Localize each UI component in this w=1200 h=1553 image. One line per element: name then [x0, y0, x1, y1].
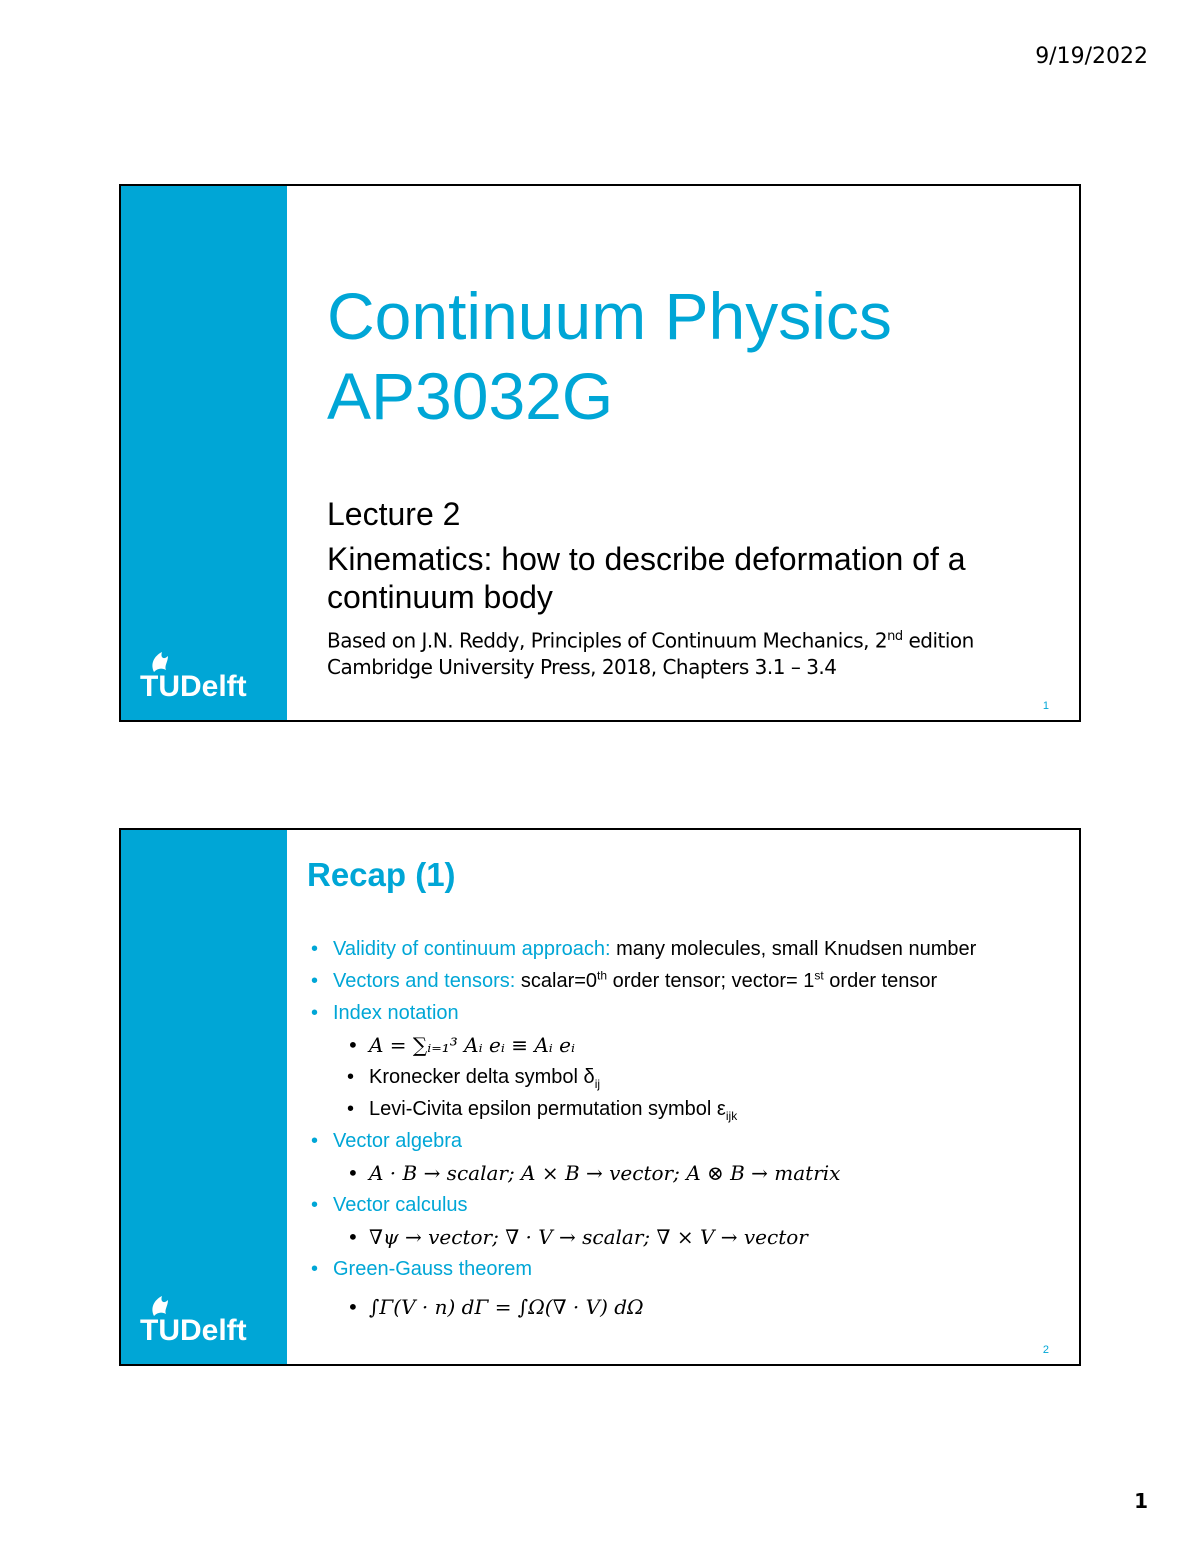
list-item: • Index notation — [307, 997, 1067, 1029]
sub-list-item: • A · B → scalar; A × B → vector; A ⊗ B → matrix — [307, 1157, 1067, 1189]
reference-line-1: Based on J.N. Reddy, Principles of Continuum Mechanics, 2nd edition — [327, 628, 974, 653]
list-item: • Vector algebra — [307, 1125, 1067, 1157]
tudelft-logo — [140, 1290, 268, 1346]
list-item: • Vectors and tensors: scalar=0th order tensor; vector= 1st order tensor — [307, 965, 1067, 997]
title-line-2: AP3032G — [327, 359, 614, 433]
list-item: • Validity of continuum approach: many molecules, small Knudsen number — [307, 933, 1067, 965]
slide-title — [327, 276, 892, 436]
sub-list-item: • A = ∑ᵢ₌₁³ Aᵢ eᵢ ≡ Aᵢ eᵢ — [307, 1029, 1067, 1061]
reference-line-2: Cambridge University Press, 2018, Chapters 3.1 – 3.4 — [327, 654, 837, 679]
slide-number: 1 — [1042, 700, 1049, 712]
lecture-number: Lecture 2 — [327, 496, 461, 532]
logo-text: TUDelft — [140, 670, 247, 702]
page-number: 1 — [1134, 1489, 1148, 1513]
flame-icon — [152, 1296, 168, 1316]
lecture-subtitle: Kinematics: how to describe deformation of a continuum body — [327, 541, 966, 615]
tudelft-logo — [140, 646, 268, 702]
reference — [327, 624, 974, 680]
slide-title: Recap (1) — [307, 856, 456, 893]
title-line-1: Continuum Physics — [327, 279, 892, 353]
sub-list-item: • ∇ψ → vector; ∇ · V → scalar; ∇ × V → vector — [307, 1221, 1067, 1253]
list-item: • Vector calculus — [307, 1189, 1067, 1221]
slide-number: 2 — [1042, 1344, 1049, 1356]
logo-text: TUDelft — [140, 1314, 247, 1346]
slide-2 — [119, 828, 1081, 1366]
list-item: • Green-Gauss theorem — [307, 1253, 1067, 1285]
slide-1 — [119, 184, 1081, 722]
slide-sidebar — [121, 186, 287, 720]
bullet-list — [307, 933, 1067, 1323]
sub-list-item: • Kronecker delta symbol $\delta_{ij}$ — [307, 1061, 1067, 1093]
sub-list-item: • Levi-Civita epsilon permutation symbol $\varepsilon_{ijk}$ — [307, 1093, 1067, 1125]
slide-sidebar — [121, 830, 287, 1364]
sub-list-item: • ∫Γ(V · n) dΓ = ∫Ω(∇ · V) dΩ — [307, 1291, 1067, 1323]
flame-icon — [152, 652, 168, 672]
print-date: 9/19/2022 — [1035, 44, 1148, 69]
